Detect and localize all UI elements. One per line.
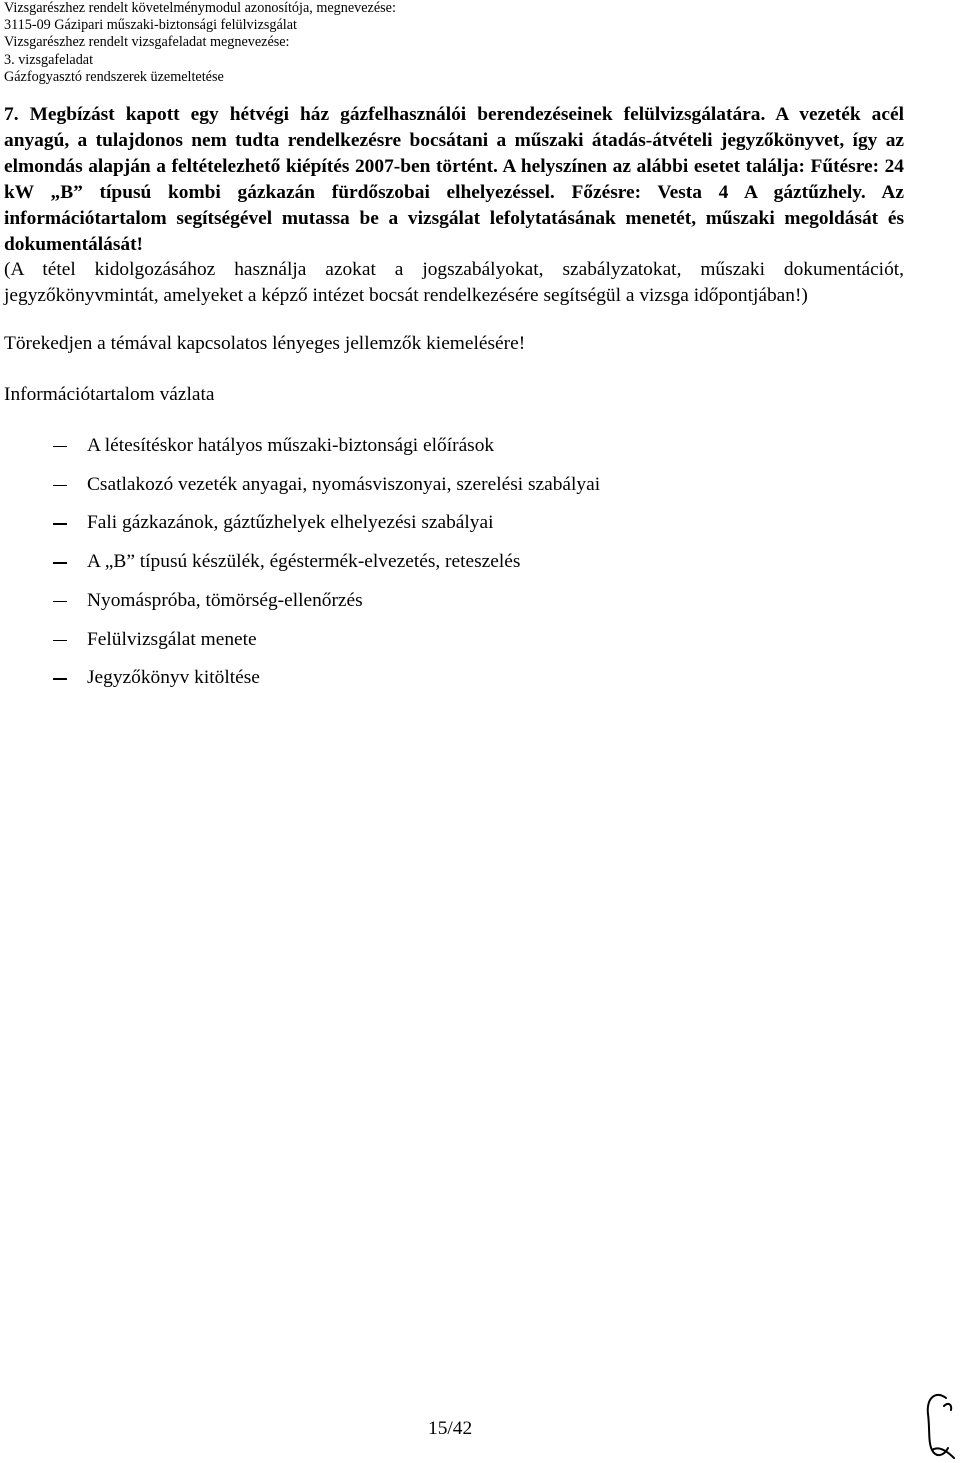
header-module-name: 3115-09 Gázipari műszaki-biztonsági felülvizsgálat xyxy=(4,17,297,34)
dash-bullet-icon xyxy=(53,601,67,602)
dash-bullet-icon xyxy=(53,678,67,679)
outline-item-text: Felülvizsgálat menete xyxy=(87,628,257,650)
outline-item-text: Nyomáspróba, tömörség-ellenőrzés xyxy=(87,589,363,611)
dash-bullet-icon xyxy=(53,446,67,447)
header-task-number: 3. vizsgafeladat xyxy=(4,51,94,68)
task-text: Megbízást kapott egy hétvégi ház gázfelhasználói berendezéseinek felülvizsgálatára. A vezeték acél anyagú, a tulajdonos nem tudta rendelkezésre bocsátani a műszaki átadás-átvételi jegyzőkönyvet, így az elmondás alapján a feltételezhető kiépítés 2007-ben történt. A helyszínen az alábbi esetet találja: Fűtésre: 24 kW „B” típusú kombi gázkazán fürdőszobai elhelyezéssel. Főzésre: Vesta 4 A gáztűzhely. xyxy=(4,104,904,203)
outline-item-text: Jegyzőkönyv kitöltése xyxy=(87,667,260,689)
dash-bullet-icon xyxy=(53,562,67,563)
page-number: 15/42 xyxy=(428,1418,473,1439)
outline-item xyxy=(4,588,904,627)
task-instruction: Az információtartalom segítségével mutassa be a vizsgálat lefolytatásának menetét, műszaki megoldását és dokumentálását! xyxy=(4,181,904,255)
task-number: 7. xyxy=(4,104,19,125)
outline-item-text: Csatlakozó vezeték anyagai, nyomásviszonyai, szerelési szabályai xyxy=(87,473,601,495)
outline-item xyxy=(4,549,904,588)
signature-icon xyxy=(918,1384,960,1462)
dash-bullet-icon xyxy=(53,640,67,641)
page-content xyxy=(4,102,904,704)
outline-item xyxy=(4,510,904,549)
task-description xyxy=(4,102,904,257)
task-note: (A tétel kidolgozásához használja azokat a jogszabályokat, szabályzatokat, műszaki dokumentációt, jegyzőkönyvmintát, amelyeket a képző intézet bocsát rendelkezésére segítségül a vizsga időpontjában!) xyxy=(4,259,904,307)
outline-title: Információtartalom vázlata xyxy=(4,384,215,406)
outline-item xyxy=(4,627,904,666)
page-header xyxy=(4,0,944,86)
emphasis-text: Törekedjen a témával kapcsolatos lényeges jellemzők kiemelésére! xyxy=(4,333,526,355)
outline-item xyxy=(4,665,904,704)
outline-list xyxy=(4,433,904,704)
outline-item-text: A létesítéskor hatályos műszaki-biztonsági előírások xyxy=(87,435,495,457)
outline-item-text: Fali gázkazánok, gáztűzhelyek elhelyezési szabályai xyxy=(87,512,494,534)
header-task-name: Gázfogyasztó rendszerek üzemeltetése xyxy=(4,68,224,85)
header-module-label: Vizsgarészhez rendelt követelménymodul azonosítója, megnevezése: xyxy=(4,0,396,16)
outline-item xyxy=(4,472,904,511)
header-task-label: Vizsgarészhez rendelt vizsgafeladat megnevezése: xyxy=(4,34,290,51)
outline-item-text: A „B” típusú készülék, égéstermék-elvezetés, reteszelés xyxy=(87,551,521,573)
outline-item xyxy=(4,433,904,472)
dash-bullet-icon xyxy=(53,485,67,486)
dash-bullet-icon xyxy=(53,523,67,524)
